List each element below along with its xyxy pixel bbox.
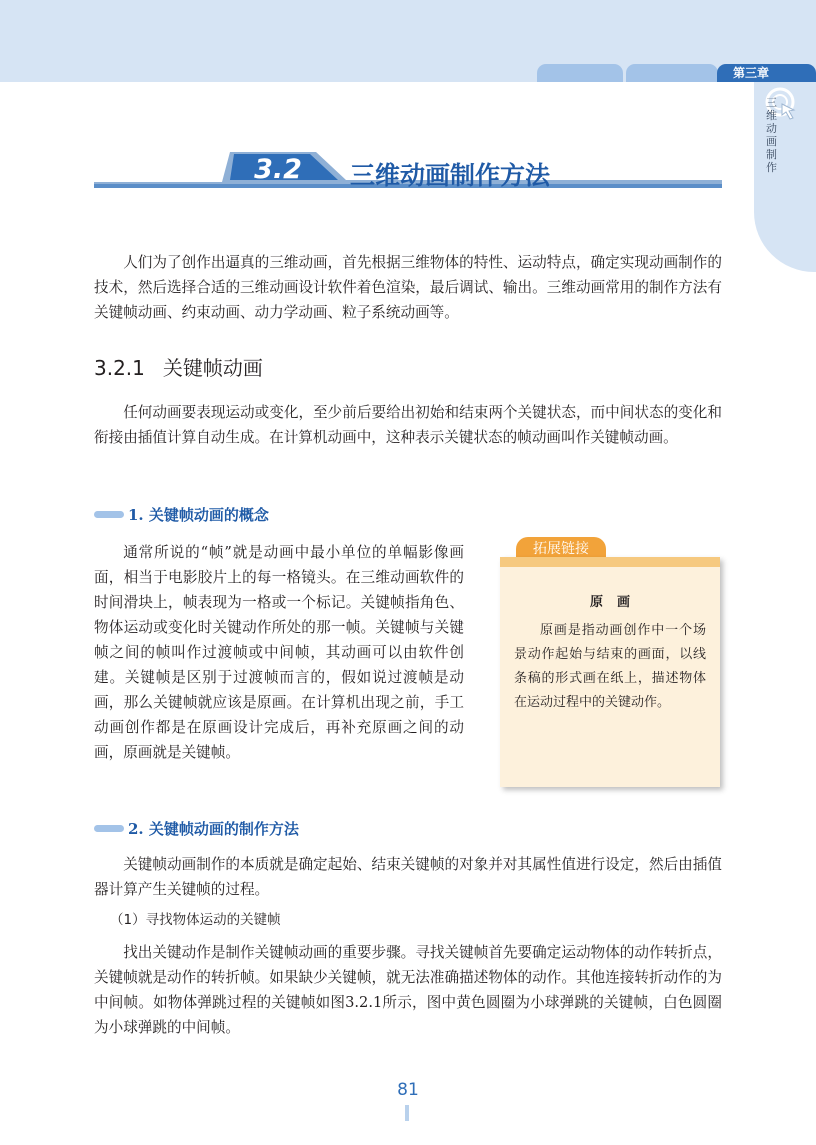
extension-body: 原画是指动画创作中一个场景动作起始与结束的画面，以线条稿的形式画在纸上，描述物体在运动过程中的关键动作。 (514, 623, 706, 710)
section-title: 三维动画制作方法 (350, 161, 551, 190)
page-number: 81 (397, 1080, 419, 1100)
step-1-body: 找出关键动作是制作关键帧动画的重要步骤。寻找关键帧首先要确定运动物体的动作转折点，关键帧就是动作的转折帧。如果缺少关键帧，就无法准确描述物体的动作。其他连接转折动作的为中间帧。如物体弹跳过程的关键帧如图3.2.1所示，图中黄色圆圈为小球弹跳的关键帧，白色圆圈为小球弹跳的中间帧。 (94, 944, 722, 1036)
section-heading (94, 148, 722, 192)
heading-bar (94, 511, 124, 518)
section-number: 3.2 (254, 154, 302, 185)
subsection-title: 关键帧动画 (162, 356, 263, 380)
subsection-intro: 任何动画要表现运动或变化，至少前后要给出初始和结束两个关键状态，而中间状态的变化和衔接由插值计算自动生成。在计算机动画中，这种表示关键状态的帧动画叫作关键帧动画。 (94, 404, 722, 446)
topic-1-heading (94, 504, 269, 525)
page-marker (405, 1105, 409, 1121)
subsection-number: 3.2.1 (94, 356, 145, 380)
topic-1-title: 1. 关键帧动画的概念 (128, 506, 269, 524)
topic-2-body: 关键帧动画制作的本质就是确定起始、结束关键帧的对象并对其属性值进行设定，然后由插值器计算产生关键帧的过程。 (94, 856, 722, 898)
chapter-tab-1[interactable] (537, 64, 623, 82)
extension-tab: 拓展链接 (516, 537, 606, 561)
subsection-heading (94, 352, 263, 381)
side-chapter-title: 三维动画制作 (766, 96, 777, 174)
extension-heading: 原画 (589, 595, 644, 610)
chapter-tab-2[interactable] (626, 64, 718, 82)
topic-1-body: 通常所说的“帧”就是动画中最小单位的单幅影像画面，相当于电影胶片上的每一格镜头。在三维动画软件的时间滑块上，帧表现为一格或一个标记。关键帧指角色、物体运动或变化时关键动作所处的那一帧。关键帧与关键帧之间的帧叫作过渡帧或中间帧，其动画可以由软件创建。关键帧是区别于过渡帧而言的，假如说过渡帧是动画，那么关键帧就应该是原画。在计算机出现之前，手工动画创作都是在原画设计完成后，再补充原画之间的动画，原画就是关键帧。 (94, 544, 464, 761)
topic-2-heading (94, 818, 299, 839)
side-panel (754, 82, 816, 272)
chapter-tab-current[interactable]: 第三章 (717, 64, 816, 82)
extension-box (500, 557, 720, 787)
topic-2-title: 2. 关键帧动画的制作方法 (128, 820, 299, 838)
chapter-tabs (0, 64, 816, 82)
step-1-label: （1）寻找物体运动的关键帧 (110, 912, 281, 928)
intro-paragraph: 人们为了创作出逼真的三维动画，首先根据三维物体的特性、运动特点，确定实现动画制作的技术，然后选择合适的三维动画设计软件着色渲染，最后调试、输出。三维动画常用的制作方法有关键帧动画、约束动画、动力学动画、粒子系统动画等。 (94, 254, 722, 321)
heading-bar (94, 825, 124, 832)
